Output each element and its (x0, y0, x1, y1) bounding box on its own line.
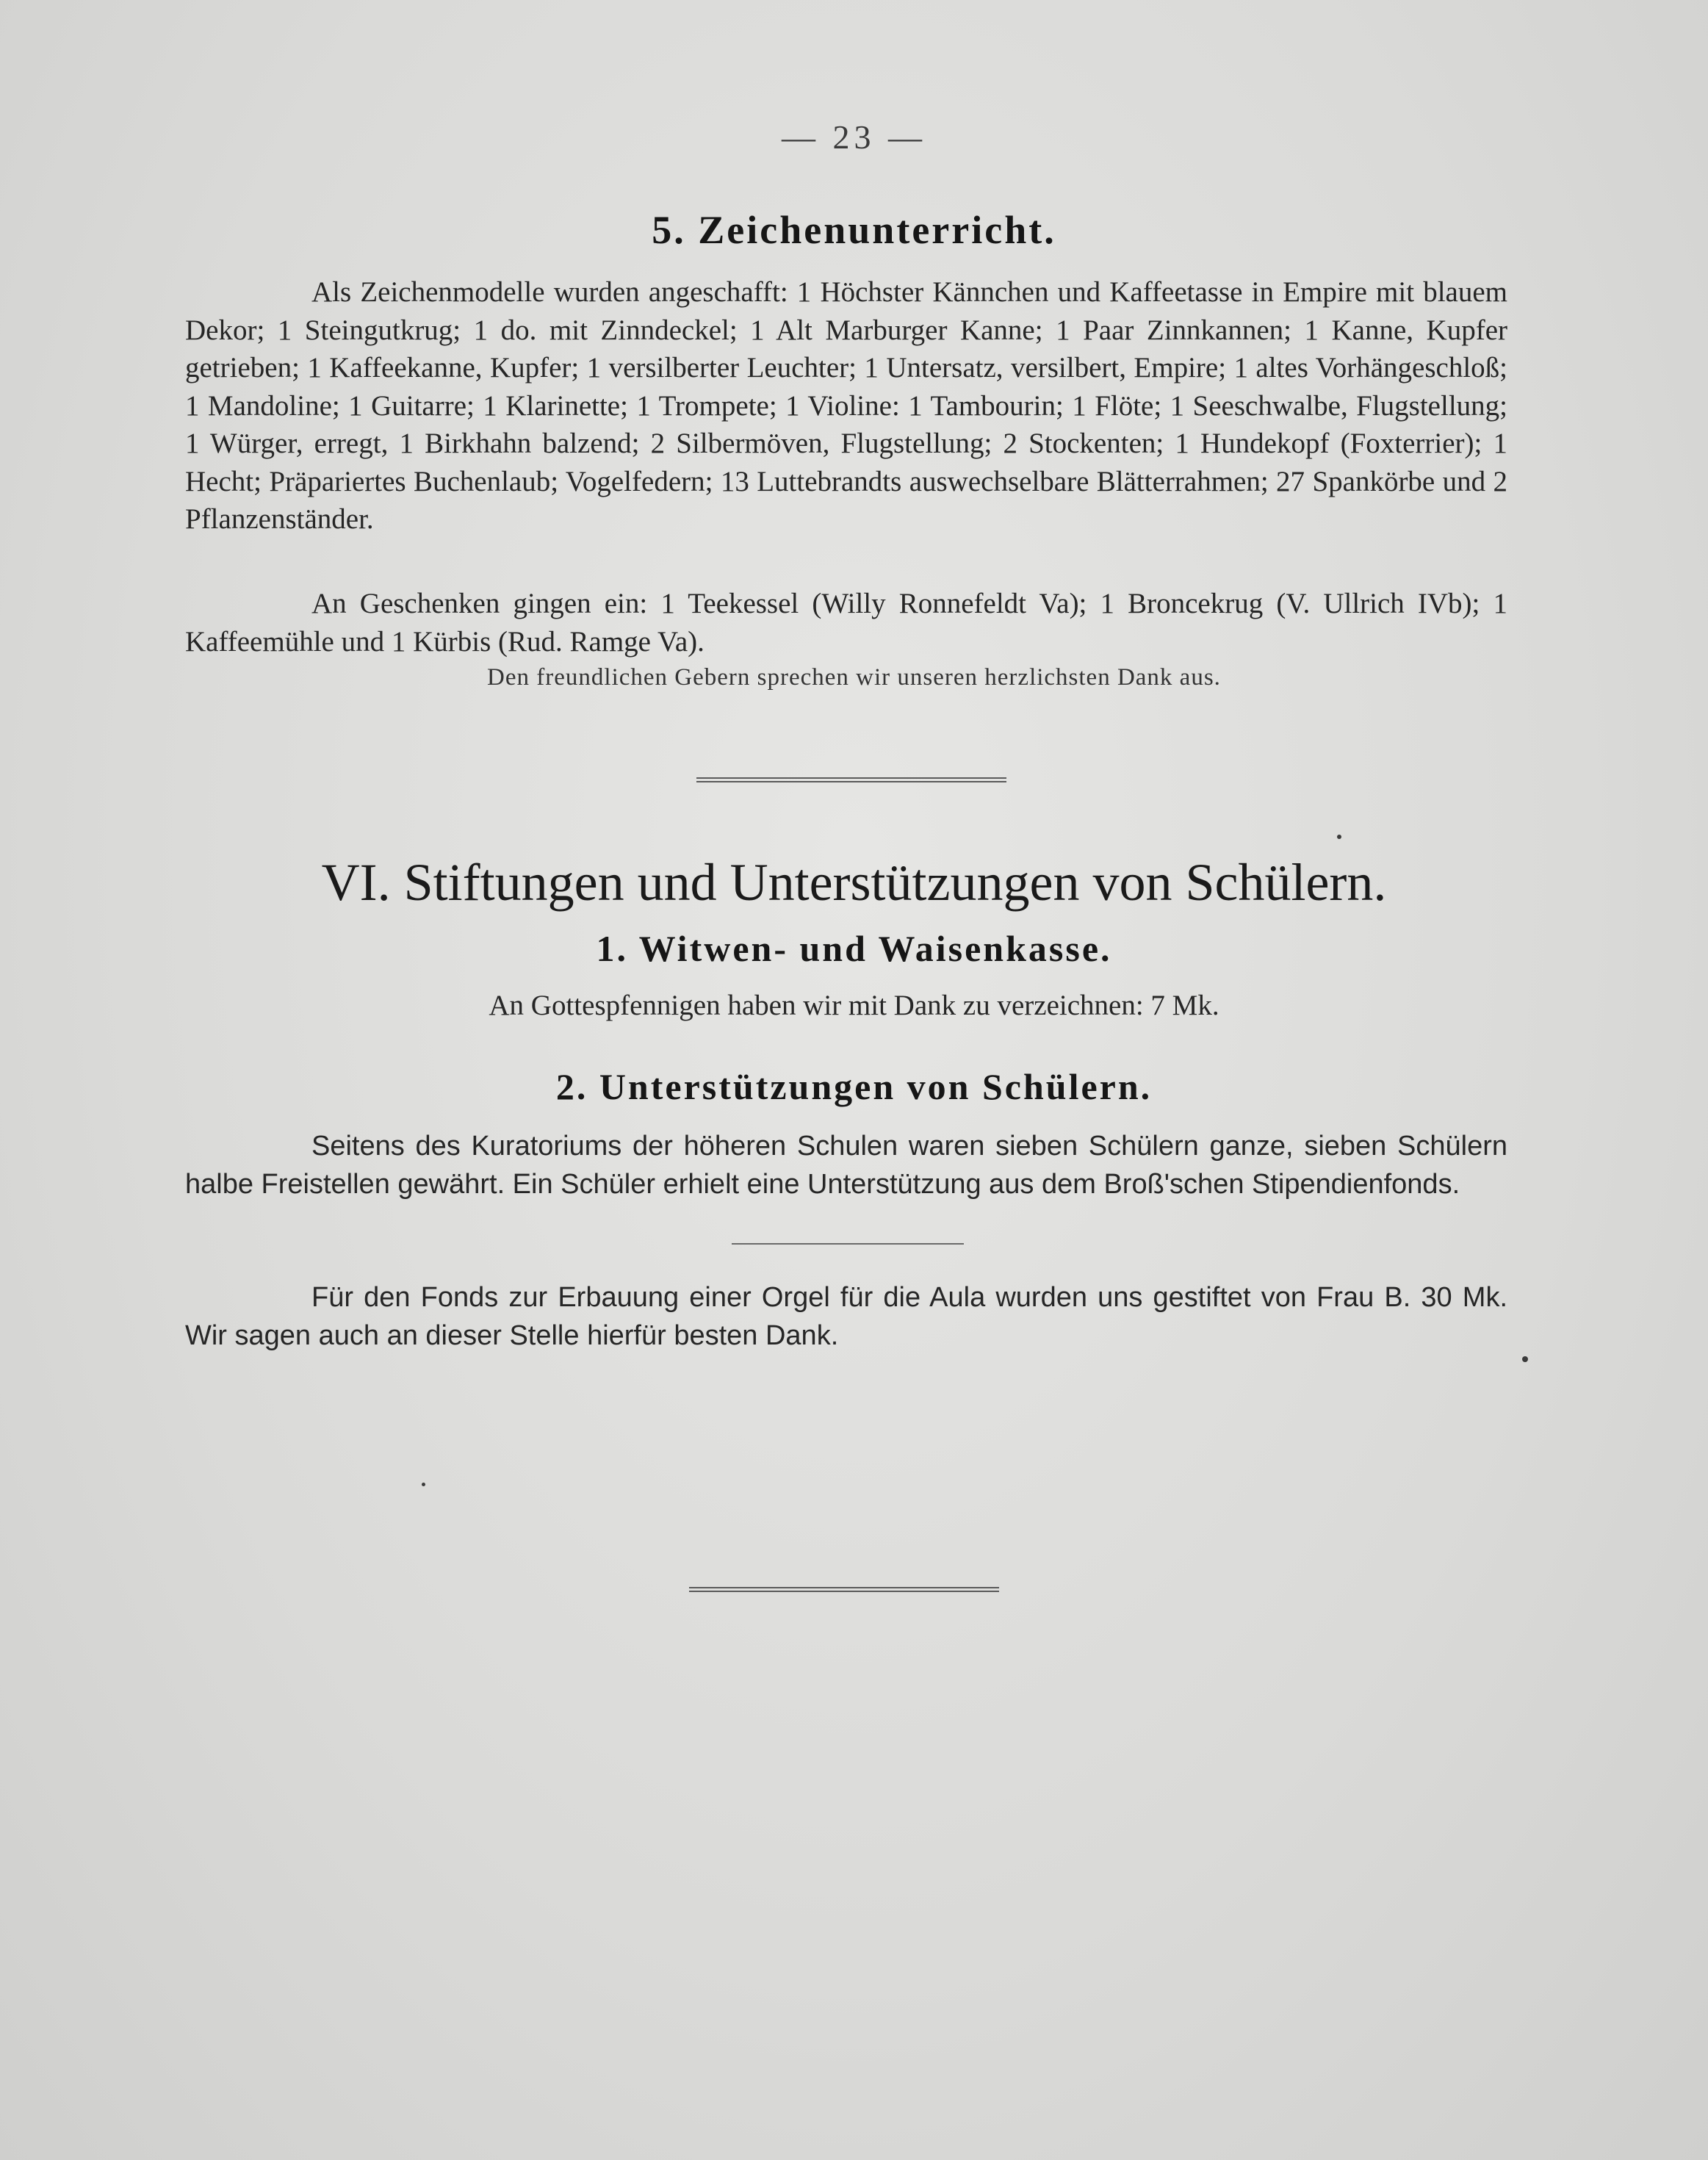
paragraph-kuratorium: Seitens des Kuratoriums der höheren Schulen waren sieben Schülern ganze, sieben Schülern halbe Freistellen gewährt. Ein Schüler erhielt eine Unterstützung aus dem Broß'schen Stipendienfonds. (185, 1131, 1507, 1200)
paragraph-zeichenmodelle: Als Zeichenmodelle wurden angeschafft: 1 Höchster Kännchen und Kaffeetasse in Empire mit blauem Dekor; 1 Steingutkrug; 1 do. mit Zinndeckel; 1 Alt Marburger Kanne; 1 Paar Zinnkannen; 1 Kanne, Kupfer getrieben; 1 Kaffeekanne, Kupfer; 1 versilberter Leuchter; 1 Untersatz, versilbert, Empire; 1 altes Vorhängeschloß; 1 Mandoline; 1 Guitarre; 1 Klarinette; 1 Trompete; 1 Violine: 1 Tambourin; 1 Flöte; 1 Seeschwalbe, Flugstellung; 1 Würger, erregt, 1 Birkhahn balzend; 2 Silbermöven, Flugstellung; 2 Stockenten; 1 Hundekopf (Foxterrier); 1 Hecht; Präpariertes Buchenlaub; Vogelfedern; 13 Luttebrandts auswechselbare Blätterrahmen; 27 Spankörbe und 2 Pflanzenständer. (185, 276, 1507, 535)
divider-double (696, 777, 1006, 782)
paragraph-geschenke: An Geschenken gingen ein: 1 Teekessel (Willy Ronnefeldt Va); 1 Broncekrug (V. Ullrich IVb); 1 Kaffeemühle und 1 Kürbis (Rud. Ramge Va). (185, 588, 1507, 658)
chapter-heading-stiftungen: VI. Stiftungen und Unterstützungen von Schülern. (321, 853, 1387, 912)
thanks-line: Den freundlichen Gebern sprechen wir unseren herzlichsten Dank aus. (487, 664, 1221, 691)
section-heading-zeichenunterricht: 5. Zeichenunterricht. (652, 208, 1056, 252)
paper-speck (1522, 1356, 1528, 1362)
paper-speck (1337, 835, 1341, 839)
subheading-unterstuetzungen: 2. Unterstützungen von Schülern. (555, 1066, 1153, 1107)
divider-double-bottom (689, 1587, 999, 1592)
page-number: — 23 — (782, 118, 926, 156)
subheading-witwenkasse: 1. Witwen- und Waisenkasse. (596, 928, 1112, 969)
paper-speck (422, 1483, 425, 1486)
paragraph-orgel: Für den Fonds zur Erbauung einer Orgel für die Aula wurden uns gestiftet von Frau B. 30 Mk. Wir sagen auch an dieser Stelle hierfür besten Dank. (185, 1282, 1507, 1351)
divider-single (732, 1243, 964, 1245)
paragraph-gottespfennige: An Gottespfennigen haben wir mit Dank zu verzeichnen: 7 Mk. (489, 990, 1219, 1021)
